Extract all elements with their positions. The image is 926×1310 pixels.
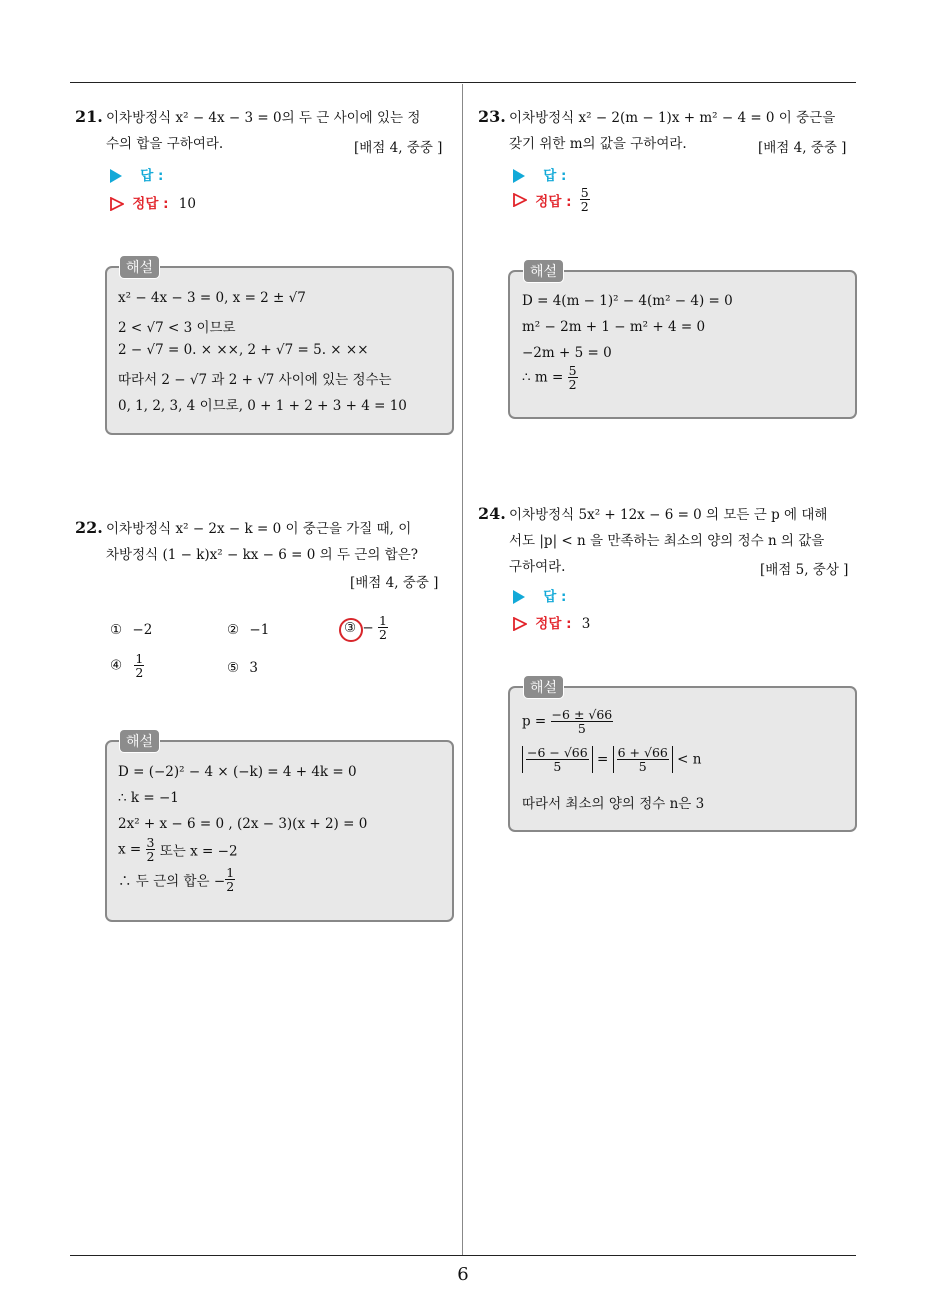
page-number: 6 <box>457 1264 469 1285</box>
solution-tag: 해설 <box>119 729 160 753</box>
solution-line: D = 4(m − 1)² − 4(m² − 4) = 0 <box>522 293 733 309</box>
solution-line: ∴ k = −1 <box>118 790 179 806</box>
question-line: 이차방정식 x² − 2x − k = 0 이 중근을 가질 때, 이 <box>106 521 412 537</box>
solution-line: 따라서 최소의 양의 정수 n은 3 <box>522 796 705 812</box>
solution-line: −2m + 5 = 0 <box>522 345 612 361</box>
choice-1[interactable] <box>110 622 152 638</box>
solution-line: x = $\frac{3}{2}$ 또는 x = −2 <box>118 835 238 864</box>
question-number: 22. <box>75 518 103 537</box>
solution-line: 2 − √7 = 0. × ××, 2 + √7 = 5. × ×× <box>118 342 369 358</box>
fraction: $\frac{1}{2}$ <box>379 613 387 642</box>
play-filled-icon <box>513 169 525 183</box>
question-line: 이차방정식 x² − 2(m − 1)x + m² − 4 = 0 이 중근을 <box>509 110 836 126</box>
play-outline-icon <box>513 193 527 207</box>
top-rule <box>70 82 856 83</box>
play-filled-icon <box>110 169 122 183</box>
correct-answer-row <box>513 186 590 213</box>
fraction: $\frac{3}{2}$ <box>146 835 155 864</box>
correct-answer-label: 정답 : <box>535 193 572 210</box>
solution-line: ∴ 두 근의 합은 − $\frac{1}{2}$ <box>118 865 235 894</box>
fraction: $\frac{-6 \pm √66}{5}$ <box>551 707 613 736</box>
question-number: 21. <box>75 107 103 126</box>
solution-line: 2 < √7 < 3 이므로 <box>118 320 236 336</box>
choice-text: −1 <box>249 622 270 638</box>
choice-mark: ④ <box>110 657 123 674</box>
correct-answer-row <box>110 192 196 212</box>
answer-row <box>513 164 566 184</box>
answer-label: 답 : <box>543 168 567 184</box>
absolute-value: $\frac{-6 - √66}{5}$ <box>522 746 593 773</box>
solution-line: $\frac{-6 - √66}{5}$ = $\frac{6 + √66}{5}$ < n <box>522 746 701 773</box>
score-meta: [배점 4, 중중 ] <box>354 140 443 156</box>
choice-text: −2 <box>132 622 153 638</box>
play-outline-icon <box>513 617 527 631</box>
correct-answer-row <box>513 612 590 632</box>
solution-line: 0, 1, 2, 3, 4 이므로, 0 + 1 + 2 + 3 + 4 = 10 <box>118 398 407 414</box>
absolute-value: $\frac{6 + √66}{5}$ <box>613 746 673 773</box>
question-line: 이차방정식 x² − 4x − 3 = 0의 두 근 사이에 있는 정 <box>106 110 421 126</box>
question-line: 수의 합을 구하여라. <box>106 136 224 152</box>
choice-text: 3 <box>249 660 258 676</box>
fraction: $\frac{5}{2}$ <box>568 363 577 392</box>
fraction: $\frac{1}{2}$ <box>135 651 144 680</box>
question-number: 23. <box>478 107 506 126</box>
score-meta: [배점 4, 중중 ] <box>758 140 847 156</box>
question-number: 24. <box>478 504 506 523</box>
solution-tag: 해설 <box>119 255 160 279</box>
question-text <box>106 105 456 131</box>
play-outline-icon <box>110 197 124 211</box>
correct-answer-value: 3 <box>581 616 591 632</box>
question-line: 차방정식 (1 − k)x² − kx − 6 = 0 의 두 근의 합은? <box>106 547 418 563</box>
solution-line: 따라서 2 − √7 과 2 + √7 사이에 있는 정수는 <box>118 372 392 388</box>
score-meta: [배점 5, 중상 ] <box>760 562 849 578</box>
answer-label: 답 : <box>543 589 567 605</box>
fraction: $\frac{1}{2}$ <box>226 865 235 894</box>
correct-answer-label: 정답 : <box>535 616 572 632</box>
question-line: 갖기 위한 m의 값을 구하여라. <box>509 136 687 152</box>
solution-line: D = (−2)² − 4 × (−k) = 4 + 4k = 0 <box>118 764 357 780</box>
solution-tag: 해설 <box>523 259 564 283</box>
solution-line: p = $\frac{-6 \pm √66}{5}$ <box>522 707 613 736</box>
choice-text: − <box>362 619 374 636</box>
solution-line: m² − 2m + 1 − m² + 4 = 0 <box>522 319 706 335</box>
choice-mark: ③ <box>344 619 357 636</box>
choice-mark: ⑤ <box>227 660 240 676</box>
solution-line: x² − 4x − 3 = 0, x = 2 ± √7 <box>118 290 306 306</box>
choice-2[interactable] <box>227 622 269 638</box>
column-divider <box>462 84 463 1256</box>
answer-row <box>513 585 566 605</box>
solution-tag: 해설 <box>523 675 564 699</box>
choice-4[interactable] <box>110 652 144 679</box>
choice-mark: ① <box>110 622 123 638</box>
choice-mark: ② <box>227 622 240 638</box>
question-line: 이차방정식 5x² + 12x − 6 = 0 의 모든 근 p 에 대해 <box>509 507 828 523</box>
solution-line: 2x² + x − 6 = 0 , (2x − 3)(x + 2) = 0 <box>118 816 368 832</box>
question-line: 서도 |p| < n 을 만족하는 최소의 양의 정수 n 의 값을 <box>509 533 825 549</box>
choice-5[interactable] <box>227 660 258 676</box>
answer-label: 답 : <box>140 168 164 184</box>
question-line: 구하여라. <box>509 559 566 575</box>
correct-answer-fraction: $\frac{5}{2}$ <box>580 185 589 214</box>
answer-row <box>110 164 163 184</box>
bottom-rule <box>70 1255 856 1256</box>
score-meta: [배점 4, 중중 ] <box>350 575 439 591</box>
play-filled-icon <box>513 590 525 604</box>
correct-answer-value: 10 <box>178 196 196 212</box>
solution-line: ∴ m = $\frac{5}{2}$ <box>522 363 577 392</box>
selected-circle-icon <box>339 618 363 642</box>
correct-answer-label: 정답 : <box>132 196 169 212</box>
